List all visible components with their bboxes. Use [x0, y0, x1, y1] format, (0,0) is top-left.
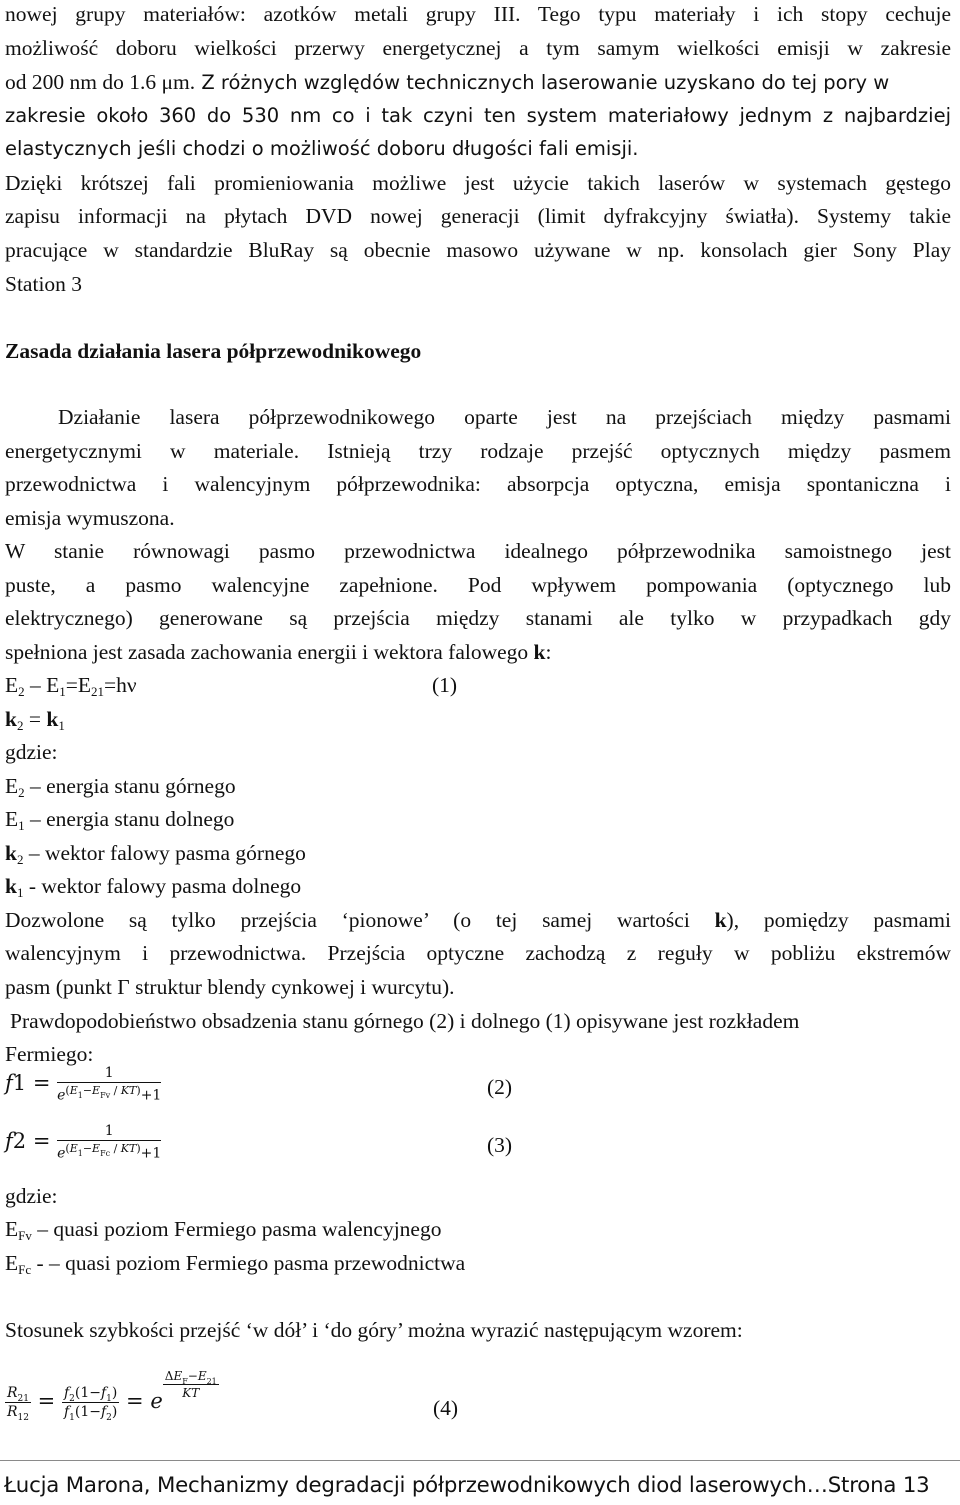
text-line: walencyjnym i przewodnictwa. Przejścia optyczne zachodzą z reguły w pobliżu ekstremów — [5, 941, 951, 965]
section-heading: Zasada działania lasera półprzewodnikowego — [5, 339, 422, 363]
definition-line: $k_1$ - wektor falowy pasma dolnego — [5, 874, 302, 900]
equation-k: $k_2 = k_1$ — [5, 707, 65, 733]
text-line: Prawdopodobieństwo obsadzenia stanu górnego (2) i dolnego (1) opisywane jest rozkładem — [10, 1009, 800, 1033]
text-line — [5, 72, 889, 94]
text-line: emisja wymuszona. — [5, 506, 175, 530]
fraction: $\frac{R_{21}}{R_{12}}$ — [7, 1385, 29, 1423]
equation-1: $E_2 - E_1=E_{21}=h\nu$ — [5, 673, 137, 699]
fraction: $\frac{1}{e^{(E_1-E_{Fv} / KT)}+1}$ — [57, 1065, 162, 1104]
fraction: $\frac{1}{e^{(E_1-E_{Fc} / KT)}+1}$ — [57, 1123, 162, 1162]
footer-divider — [0, 1460, 960, 1461]
text-line: Dzięki krótszej fali promieniowania możliwe jest użycie takich laserów w systemach gęstego — [5, 171, 951, 195]
text-span: - – quasi poziom Fermiego pasma przewodnictwa — [36, 1251, 466, 1275]
text-line: puste, a pasmo walencyjne zapełnione. Pod wpływem pompowania (optycznego lub — [5, 573, 951, 597]
where-label: gdzie: — [5, 740, 58, 764]
text-line: spełniona jest zasada zachowania energii i wektora falowego k: — [5, 640, 552, 664]
text-span: energia stanu górnego — [46, 774, 236, 798]
page-footer: Łucja Marona, Mechanizmy degradacji półprzewodnikowych diod laserowych…Strona 13 — [4, 1473, 930, 1498]
text-span: wektor falowy pasma górnego — [44, 841, 306, 865]
text-line: pracujące w standardzie BluRay są obecnie masowo używane w np. konsolach gier Sony Play — [5, 238, 951, 262]
equation-number: (1) — [432, 673, 458, 697]
text-line: pasm (punkt Γ struktur blendy cynkowej i wurcytu). — [5, 975, 455, 999]
definition-line: $E_{Fc}$ - – quasi poziom Fermiego pasma przewodnictwa — [5, 1251, 466, 1277]
text-span: od 200 nm do 1.6 μm. — [5, 70, 196, 94]
definition-line: $E_1$ – energia stanu dolnego — [5, 807, 235, 833]
text-line: energetycznymi w materiale. Istnieją trzy rodzaje przejść optycznych między pasmem — [5, 439, 951, 463]
equation-number: (4) — [433, 1396, 459, 1420]
equation-number: (3) — [487, 1133, 513, 1157]
fraction: $\frac{f_2(1-f_1)}{f_1(1-f_2)}$ — [63, 1385, 118, 1423]
text-span: ), pomiędzy pasmami — [726, 908, 951, 932]
equation-2: f1 = $\frac{1}{e^{(E_1-E_{Fv} / KT)}+1}$ — [5, 1065, 162, 1104]
equation-3: f2 = $\frac{1}{e^{(E_1-E_{Fc} / KT)}+1}$ — [5, 1123, 162, 1162]
text-line: przewodnictwa i walencyjnym półprzewodnika: absorpcja optyczna, emisja spontaniczna i — [5, 472, 951, 496]
text-line: W stanie równowagi pasmo przewodnictwa idealnego półprzewodnika samoistnego jest — [5, 539, 951, 563]
text-span: wektor falowy pasma dolnego — [41, 874, 302, 898]
text-line: nowej grupy materiałów: azotków metali grupy III. Tego typu materiały i ich stopy cechuje — [5, 2, 951, 26]
where-label: gdzie: — [5, 1184, 58, 1208]
text-span: spełniona jest zasada zachowania energii i wektora falowego — [5, 640, 529, 664]
definition-line: $k_2$ – wektor falowy pasma górnego — [5, 841, 306, 867]
text-line: Fermiego: — [5, 1042, 94, 1066]
text-span: Z różnych względów technicznych laserowanie uzyskano do tej pory w — [201, 71, 890, 94]
text-line: Stosunek szybkości przejść ‘w dół’ i ‘do góry’ można wyrazić następującym wzorem: — [5, 1318, 743, 1342]
equation-4: $\frac{R_{21}}{R_{12}}$ = $\frac{f_2(1-f_1)}{f_1(1-f_2)}$ = e $^{\frac{\Delta E_F-E_{21}}{KT}}$ — [7, 1369, 217, 1423]
text-line: Dozwolone są tylko przejścia ‘pionowe’ (o tej samej wartości k), pomiędzy pasmami — [5, 908, 951, 932]
definition-line: $E_2$ – energia stanu górnego — [5, 774, 236, 800]
text-line: elektrycznego) generowane są przejścia między stanami ale tylko w przypadkach gdy — [5, 606, 951, 630]
definition-line: $E_{Fv}$ – quasi poziom Fermiego pasma walencyjnego — [5, 1217, 442, 1243]
text-span: energia stanu dolnego — [46, 807, 235, 831]
text-line: możliwość doboru wielkości przerwy energetycznej a tym samym wielkości emisji w zakresie — [5, 36, 951, 60]
text-span: quasi poziom Fermiego pasma walencyjnego — [53, 1217, 442, 1241]
text-line: zapisu informacji na płytach DVD nowej generacji (limit dyfrakcyjny światła). Systemy takie — [5, 204, 951, 228]
text-line: elastycznych jeśli chodzi o możliwość doboru długości fali emisji. — [5, 137, 639, 160]
text-line: zakresie około 360 do 530 nm co i tak czyni ten system materiałowy jednym z najbardziej — [5, 104, 951, 127]
text-line: Station 3 — [5, 272, 83, 296]
text-span: Dozwolone są tylko przejścia ‘pionowe’ (o tej samej wartości — [5, 908, 690, 932]
text-line: Działanie lasera półprzewodnikowego oparte jest na przejściach między pasmami — [58, 405, 951, 429]
equation-number: (2) — [487, 1075, 513, 1099]
